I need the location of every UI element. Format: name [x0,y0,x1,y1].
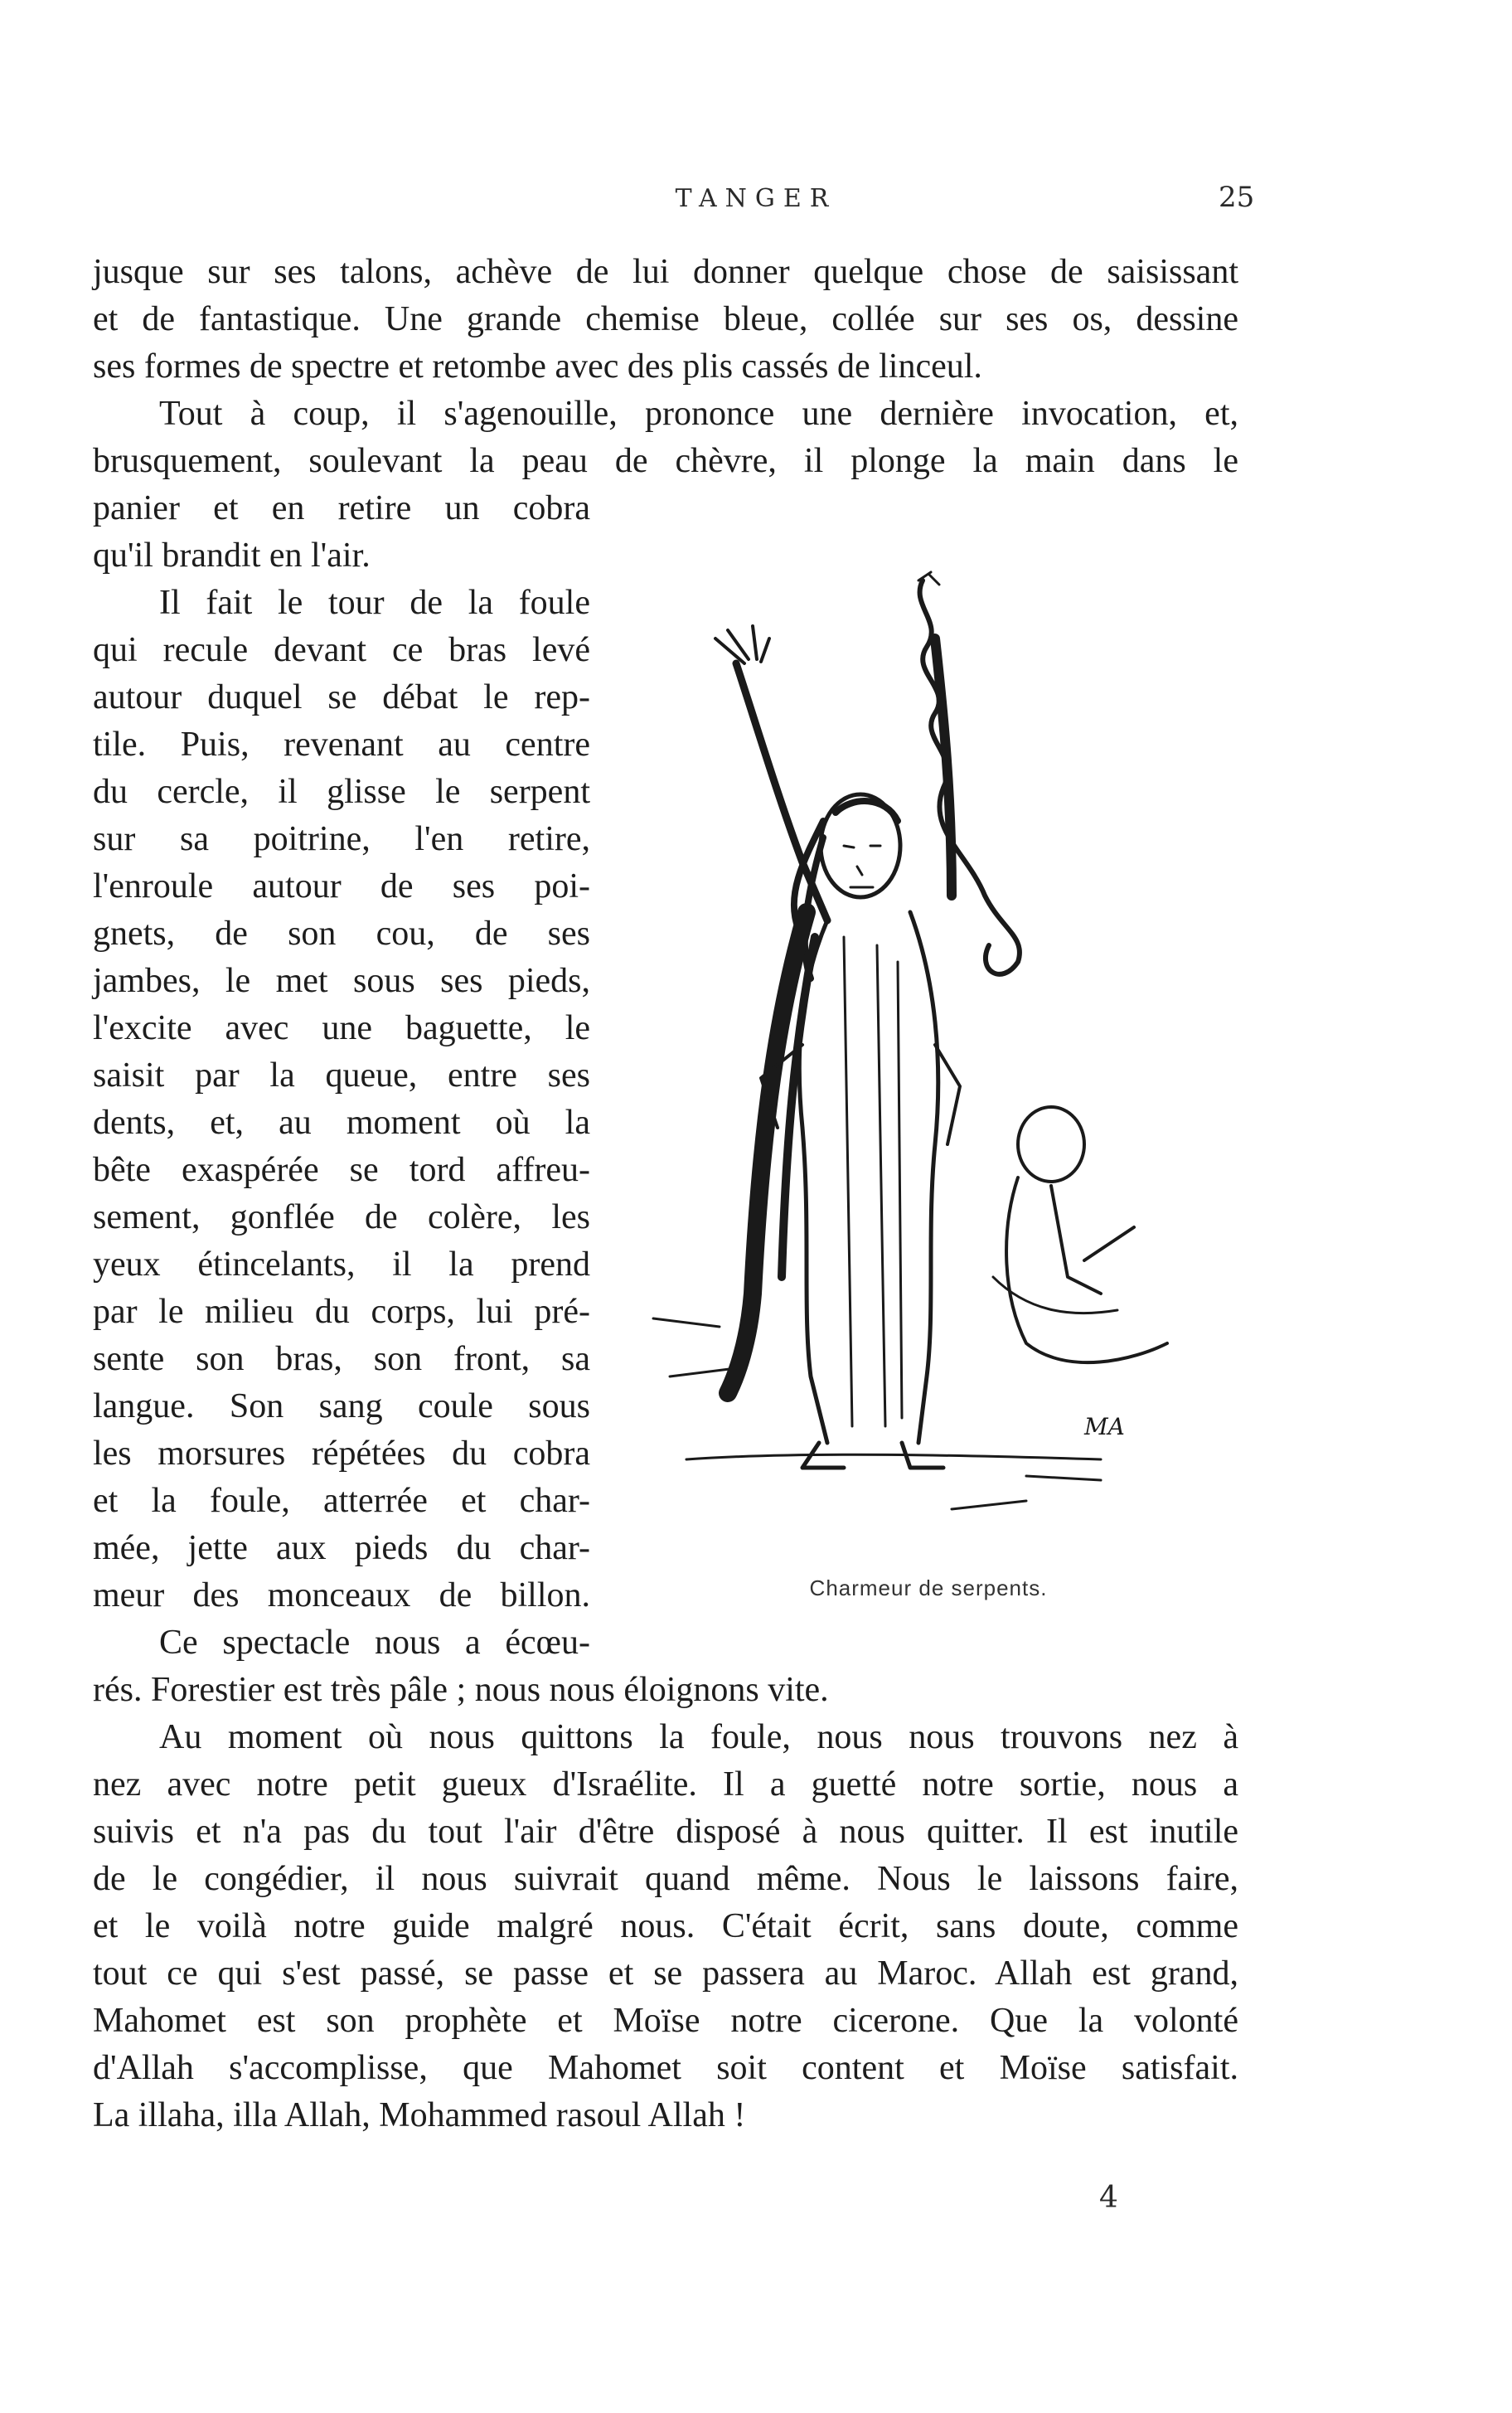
text-line: jusque sur ses talons, achève de lui donner quelque chose de saisissant [93,253,1238,291]
text-line: sement, gonflée de colère, les [93,1198,590,1236]
text-line: par le milieu du corps, lui pré- [93,1293,590,1331]
text-line: et de fantastique. Une grande chemise bleue, collée sur ses os, dessine [93,300,1238,338]
text-line: gnets, de son cou, de ses [93,915,590,953]
text-line: et le voilà notre guide malgré nous. C'était écrit, sans doute, comme [93,1907,1238,1945]
text-line: tile. Puis, revenant au centre [93,726,590,764]
page-number: 25 [1219,181,1255,214]
text-line: autour duquel se débat le rep- [93,678,590,716]
artist-signature: MA [1084,1413,1125,1440]
text-line: brusquement, soulevant la peau de chèvre, il plonge la main dans le [93,442,1238,480]
text-line: jambes, le met sous ses pieds, [93,962,590,1000]
text-line: mée, jette aux pieds du char- [93,1529,590,1567]
text-line: l'enroule autour de ses poi- [93,867,590,905]
text-line: langue. Son sang coule sous [93,1387,590,1425]
text-line: suivis et n'a pas du tout l'air d'être disposé à nous quitter. Il est inutile [93,1813,1238,1851]
text-top [93,249,1238,485]
text-line: nez avec notre petit gueux d'Israélite. Il a guetté notre sortie, nous a [93,1765,1238,1804]
text-line: d'Allah s'accomplisse, que Mahomet soit content et Moïse satisfait. [93,2049,1238,2087]
text-line: rés. Forestier est très pâle ; nous nous éloignons vite. [93,1671,829,1709]
text-bottom [93,1667,1238,2139]
text-line: Au moment où nous quittons la foule, nous nous trouvons nez à [159,1718,1238,1756]
text-line: de le congédier, il nous suivrait quand même. Nous le laissons faire, [93,1860,1238,1898]
text-line: bête exaspérée se tord affreu- [93,1151,590,1189]
text-line: Ce spectacle nous a écœu- [159,1624,590,1662]
text-line: Mahomet est son prophète et Moïse notre cicerone. Que la volonté [93,2002,1238,2040]
text-narrow-column [93,485,590,1667]
text-line: La illaha, illa Allah, Mohammed rasoul Allah ! [93,2096,746,2134]
text-line: du cercle, il glisse le serpent [93,773,590,811]
signature-mark: 4 [1099,2181,1118,2215]
text-line: yeux étincelants, il la prend [93,1245,590,1284]
text-line: l'excite avec une baguette, le [93,1009,590,1047]
text-line: Il fait le tour de la foule [159,584,590,622]
text-line: saisit par la queue, entre ses [93,1056,590,1095]
text-line: sur sa poitrine, l'en retire, [93,820,590,858]
running-title: TANGER [675,184,837,213]
text-line: Tout à coup, il s'agenouille, prononce une dernière invocation, et, [159,395,1238,433]
figure-caption: Charmeur de serpents. [809,1575,1048,1600]
text-line: dents, et, au moment où la [93,1104,590,1142]
text-line: ses formes de spectre et retombe avec des plis cassés de linceul. [93,347,982,386]
text-line: meur des monceaux de billon. [93,1576,590,1614]
text-line: panier et en retire un cobra [93,489,590,527]
text-line: qui recule devant ce bras levé [93,631,590,669]
snake-charmer-illustration [637,547,1217,1584]
text-line: qu'il brandit en l'air. [93,536,371,575]
text-line: sente son bras, son front, sa [93,1340,590,1378]
text-line: les morsures répétées du cobra [93,1435,590,1473]
text-line: tout ce qui s'est passé, se passe et se passera au Maroc. Allah est grand, [93,1954,1238,1993]
text-line: et la foule, atterrée et char- [93,1482,590,1520]
